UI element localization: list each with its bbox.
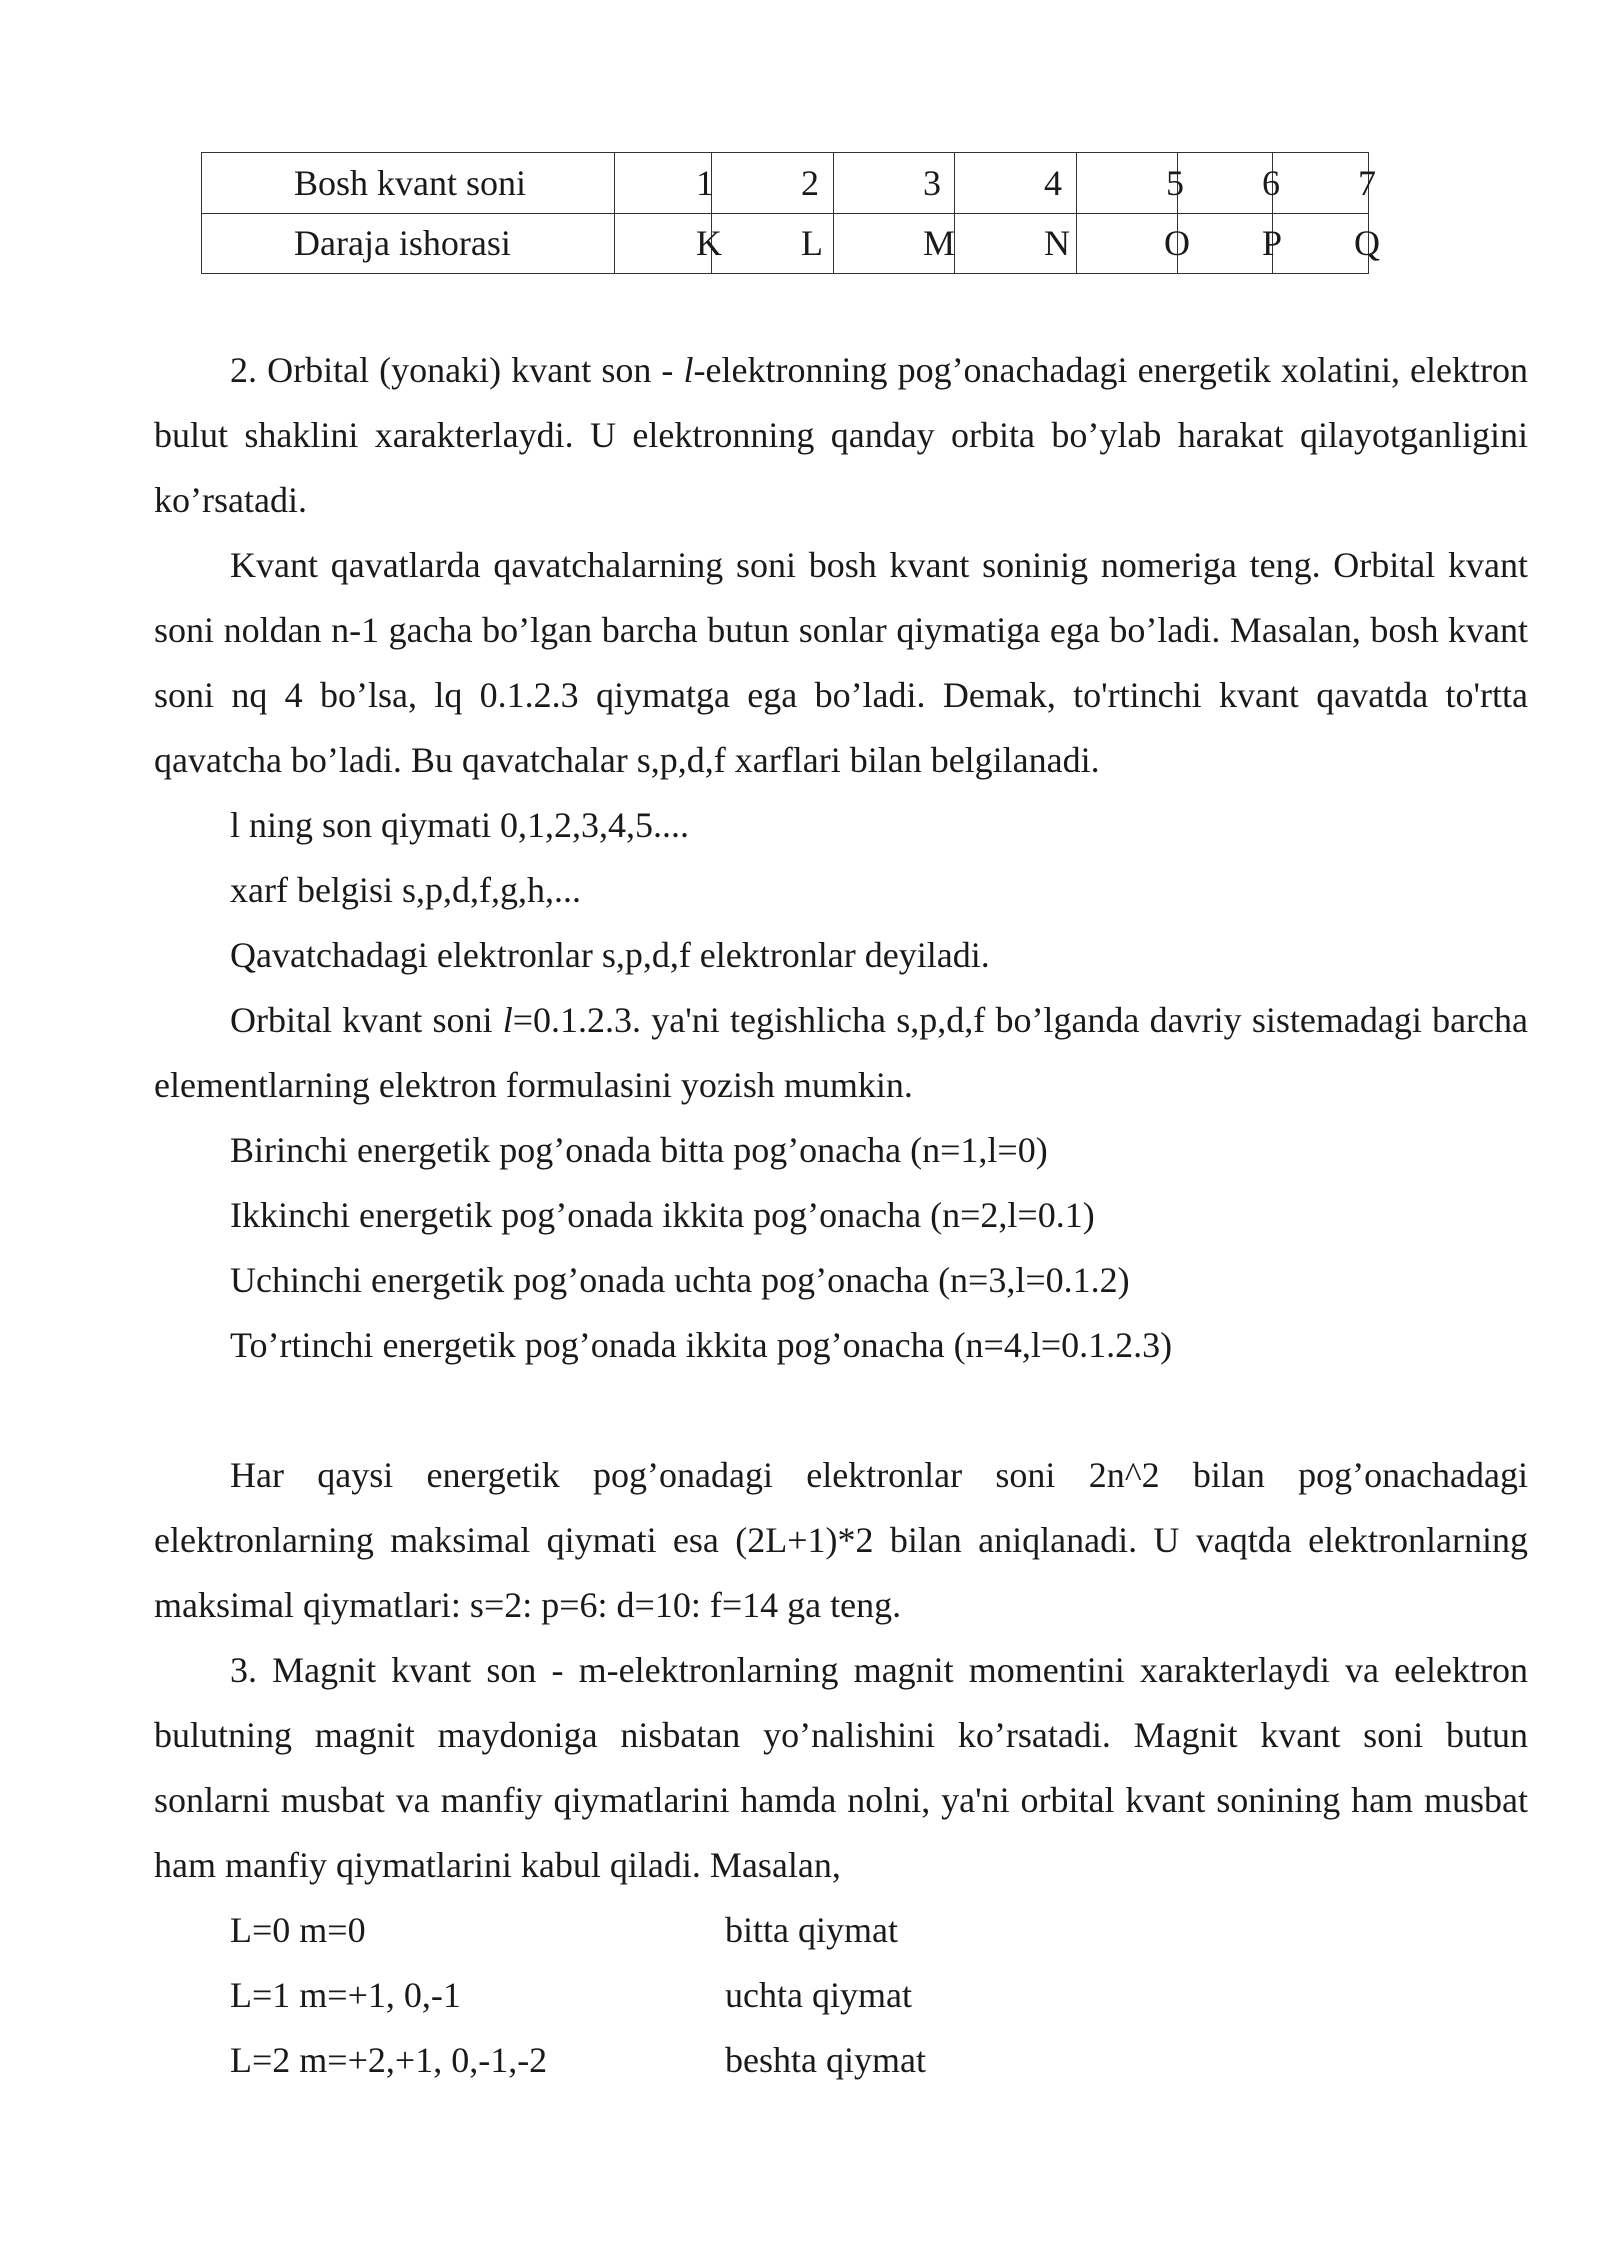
list-item [154,2028,1528,2093]
m-value-count: beshta qiymat [725,2040,926,2080]
table-cell: N [1044,223,1070,263]
m-value-expression: L=0 m=0 [230,1910,366,1950]
table-cell: P [1262,223,1283,263]
italic-symbol: l [683,350,694,390]
magnetic-values-list [154,1898,1528,2093]
paragraph-letter-symbols: xarf belgisi s,p,d,f,g,h,... [230,870,581,910]
paragraph-level-4: To’rtinchi energetik pog’onada ikkita pog’onacha (n=4,l=0.1.2.3) [230,1325,1173,1365]
paragraph-magnetic-quantum-number: 3. Magnit kvant son - m-elektronlarning magnit momentini xarakterlaydi va eelektron bulutning magnit maydoniga nisbatan yo’nalishini ko’rsatadi. Magnit kvant soni butun sonlarni musbat va manfiy qiymatlarini hamda nolni, ya'ni orbital kvant sonining ham musbat ham manfiy qiymatlarini kabul qiladi. Masalan, [154,1650,1528,1885]
text-span: 2. Orbital (yonaki) kvant son - [230,350,684,390]
list-item [154,1963,1528,2028]
paragraph-orbital-quantum-number [154,338,1528,533]
paragraph-sublevels: Kvant qavatlarda qavatchalarning soni bosh kvant soninig nomeriga teng. Orbital kvant soni noldan n-1 gacha bo’lgan barcha butun sonlar qiymatiga ega bo’ladi. Masalan, bosh kvant soni nq 4 bo’lsa, lq 0.1.2.3 qiymatga ega bo’ladi. Demak, to'rtinchi kvant qavatda to'rtta qavatcha bo’ladi. Bu qavatchalar s,p,d,f xarflari bilan belgilanadi. [154,545,1528,780]
table-cell: 4 [1044,163,1062,203]
m-value-count: uchta qiymat [725,1975,912,2015]
italic-symbol: l [502,1000,513,1040]
table-cell: 7 [1358,163,1376,203]
table-column-divider [1076,153,1077,273]
table-column-divider [833,153,834,273]
paragraph-level-2: Ikkinchi energetik pog’onada ikkita pog’onacha (n=2,l=0.1) [230,1195,1095,1235]
paragraph-level-1: Birinchi energetik pog’onada bitta pog’onacha (n=1,l=0) [230,1130,1048,1170]
table-cell: L [801,223,823,263]
table-row-label-principal: Bosh kvant soni [294,163,527,203]
text-span: Orbital kvant soni [230,1000,503,1040]
blank-line [154,1378,1528,1443]
paragraph-sublevel-electrons: Qavatchadagi elektronlar s,p,d,f elektronlar deyiladi. [230,935,990,975]
m-value-expression: L=2 m=+2,+1, 0,-1,-2 [230,2040,548,2080]
text-span: =0.1.2.3. ya'ni tegishlicha s,p,d,f bo’lganda davriy sistemadagi barcha elementlarning elektron formulasini yozish mumkin. [154,1000,1528,1105]
table-cell: M [923,223,956,263]
paragraph-l-values: l ning son qiymati 0,1,2,3,4,5.... [230,805,689,845]
paragraph-max-electrons: Har qaysi energetik pog’onadagi elektronlar soni 2n^2 bilan pog’onachadagi elektronlarning maksimal qiymati esa (2L+1)*2 bilan aniqlanadi. U vaqtda elektronlarning maksimal qiymatlari: s=2: p=6: d=10: f=14 ga teng. [154,1455,1528,1625]
table-column-divider [614,153,615,273]
paragraph-level-3: Uchinchi energetik pog’onada uchta pog’onacha (n=3,l=0.1.2) [230,1260,1130,1300]
table-row-divider [202,213,1368,214]
table-row-label-level: Daraja ishorasi [294,223,511,263]
paragraph-electron-formula [154,988,1528,1118]
table-cell: 5 [1166,163,1184,203]
table-cell: K [696,223,722,263]
table-cell: 6 [1262,163,1280,203]
m-value-count: bitta qiymat [725,1910,898,1950]
table-cell: Q [1354,223,1380,263]
document-body [154,338,1528,2093]
table-cell: O [1164,223,1190,263]
table-cell: 1 [696,163,714,203]
quantum-level-table [201,152,1380,274]
text-span: -elektronning pog’onachadagi energetik xolatini, elektron bulut shaklini xarakterlaydi. U elektronning qanday orbita bo’ylab harakat qilayotganligini ko’rsatadi. [154,350,1528,520]
table-cell: 3 [923,163,941,203]
table-cell: 2 [801,163,819,203]
m-value-expression: L=1 m=+1, 0,-1 [230,1975,461,2015]
list-item [154,1898,1528,1963]
